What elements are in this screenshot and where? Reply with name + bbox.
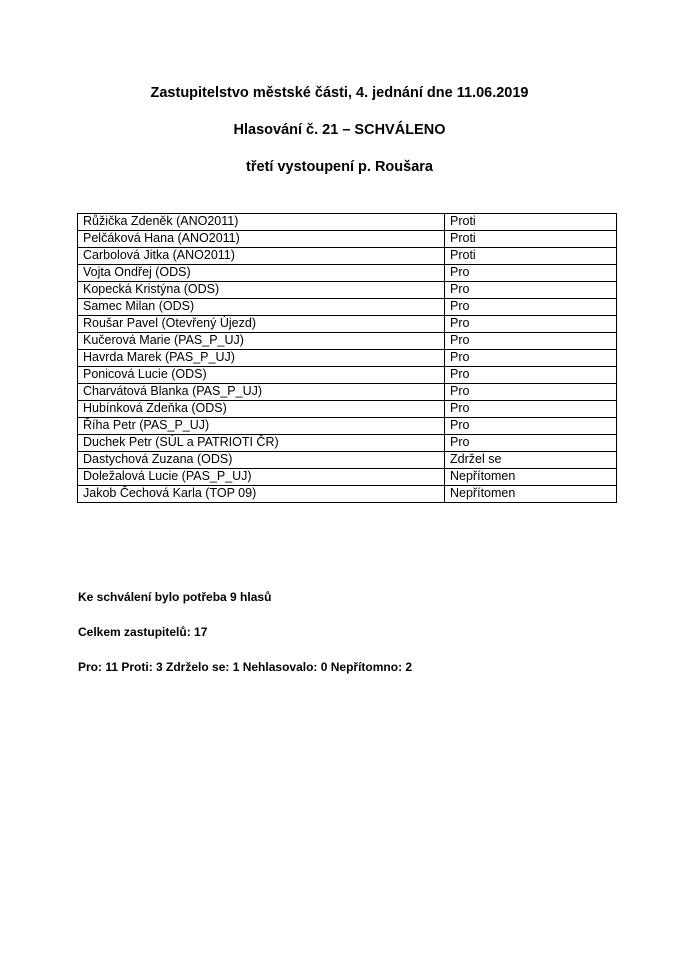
table-row (78, 486, 617, 503)
member-name-cell: Hubínková Zdeňka (ODS) (78, 401, 445, 418)
vote-cell: Pro (445, 333, 617, 350)
table-row (78, 418, 617, 435)
vote-cell: Proti (445, 231, 617, 248)
table-row (78, 384, 617, 401)
member-name-cell: Charvátová Blanka (PAS_P_UJ) (78, 384, 445, 401)
vote-subject-title: třetí vystoupení p. Roušara (246, 159, 433, 175)
vote-cell: Pro (445, 418, 617, 435)
member-name-cell: Duchek Petr (SÚL a PATRIOTI ČR) (78, 435, 445, 452)
table-row (78, 231, 617, 248)
member-name-cell: Vojta Ondřej (ODS) (78, 265, 445, 282)
vote-cell: Pro (445, 265, 617, 282)
table-row (78, 248, 617, 265)
vote-cell: Pro (445, 384, 617, 401)
table-row (78, 401, 617, 418)
vote-cell: Nepřítomen (445, 469, 617, 486)
member-name-cell: Kopecká Kristýna (ODS) (78, 282, 445, 299)
vote-cell: Pro (445, 367, 617, 384)
required-votes-line: Ke schválení bylo potřeba 9 hlasů (78, 590, 272, 604)
member-name-cell: Carbolová Jitka (ANO2011) (78, 248, 445, 265)
vote-cell: Pro (445, 282, 617, 299)
vote-cell: Pro (445, 299, 617, 316)
meeting-title: Zastupitelstvo městské části, 4. jednání dne 11.06.2019 (150, 85, 529, 101)
member-name-cell: Jakob Čechová Karla (TOP 09) (78, 486, 445, 503)
vote-cell: Zdržel se (445, 452, 617, 469)
vote-result-title: Hlasování č. 21 – SCHVÁLENO (233, 122, 446, 138)
member-name-cell: Roušar Pavel (Otevřený Újezd) (78, 316, 445, 333)
vote-cell: Pro (445, 401, 617, 418)
table-row (78, 469, 617, 486)
member-name-cell: Růžička Zdeněk (ANO2011) (78, 214, 445, 231)
member-name-cell: Havrda Marek (PAS_P_UJ) (78, 350, 445, 367)
member-name-cell: Doležalová Lucie (PAS_P_UJ) (78, 469, 445, 486)
table-row (78, 214, 617, 231)
table-row (78, 316, 617, 333)
vote-totals-line: Pro: 11 Proti: 3 Zdrželo se: 1 Nehlasovalo: 0 Nepřítomno: 2 (78, 660, 413, 674)
table-row (78, 282, 617, 299)
vote-cell: Nepřítomen (445, 486, 617, 503)
vote-cell: Pro (445, 316, 617, 333)
member-name-cell: Ponicová Lucie (ODS) (78, 367, 445, 384)
member-name-cell: Dastychová Zuzana (ODS) (78, 452, 445, 469)
vote-cell: Proti (445, 248, 617, 265)
table-row (78, 452, 617, 469)
table-row (78, 367, 617, 384)
voting-table (77, 213, 617, 503)
vote-cell: Pro (445, 435, 617, 452)
table-row (78, 435, 617, 452)
member-name-cell: Samec Milan (ODS) (78, 299, 445, 316)
total-members-line: Celkem zastupitelů: 17 (78, 625, 208, 639)
table-row (78, 265, 617, 282)
table-row (78, 350, 617, 367)
vote-cell: Pro (445, 350, 617, 367)
member-name-cell: Pelčáková Hana (ANO2011) (78, 231, 445, 248)
voting-table-body (78, 214, 617, 503)
table-row (78, 299, 617, 316)
member-name-cell: Říha Petr (PAS_P_UJ) (78, 418, 445, 435)
member-name-cell: Kučerová Marie (PAS_P_UJ) (78, 333, 445, 350)
table-row (78, 333, 617, 350)
vote-cell: Proti (445, 214, 617, 231)
